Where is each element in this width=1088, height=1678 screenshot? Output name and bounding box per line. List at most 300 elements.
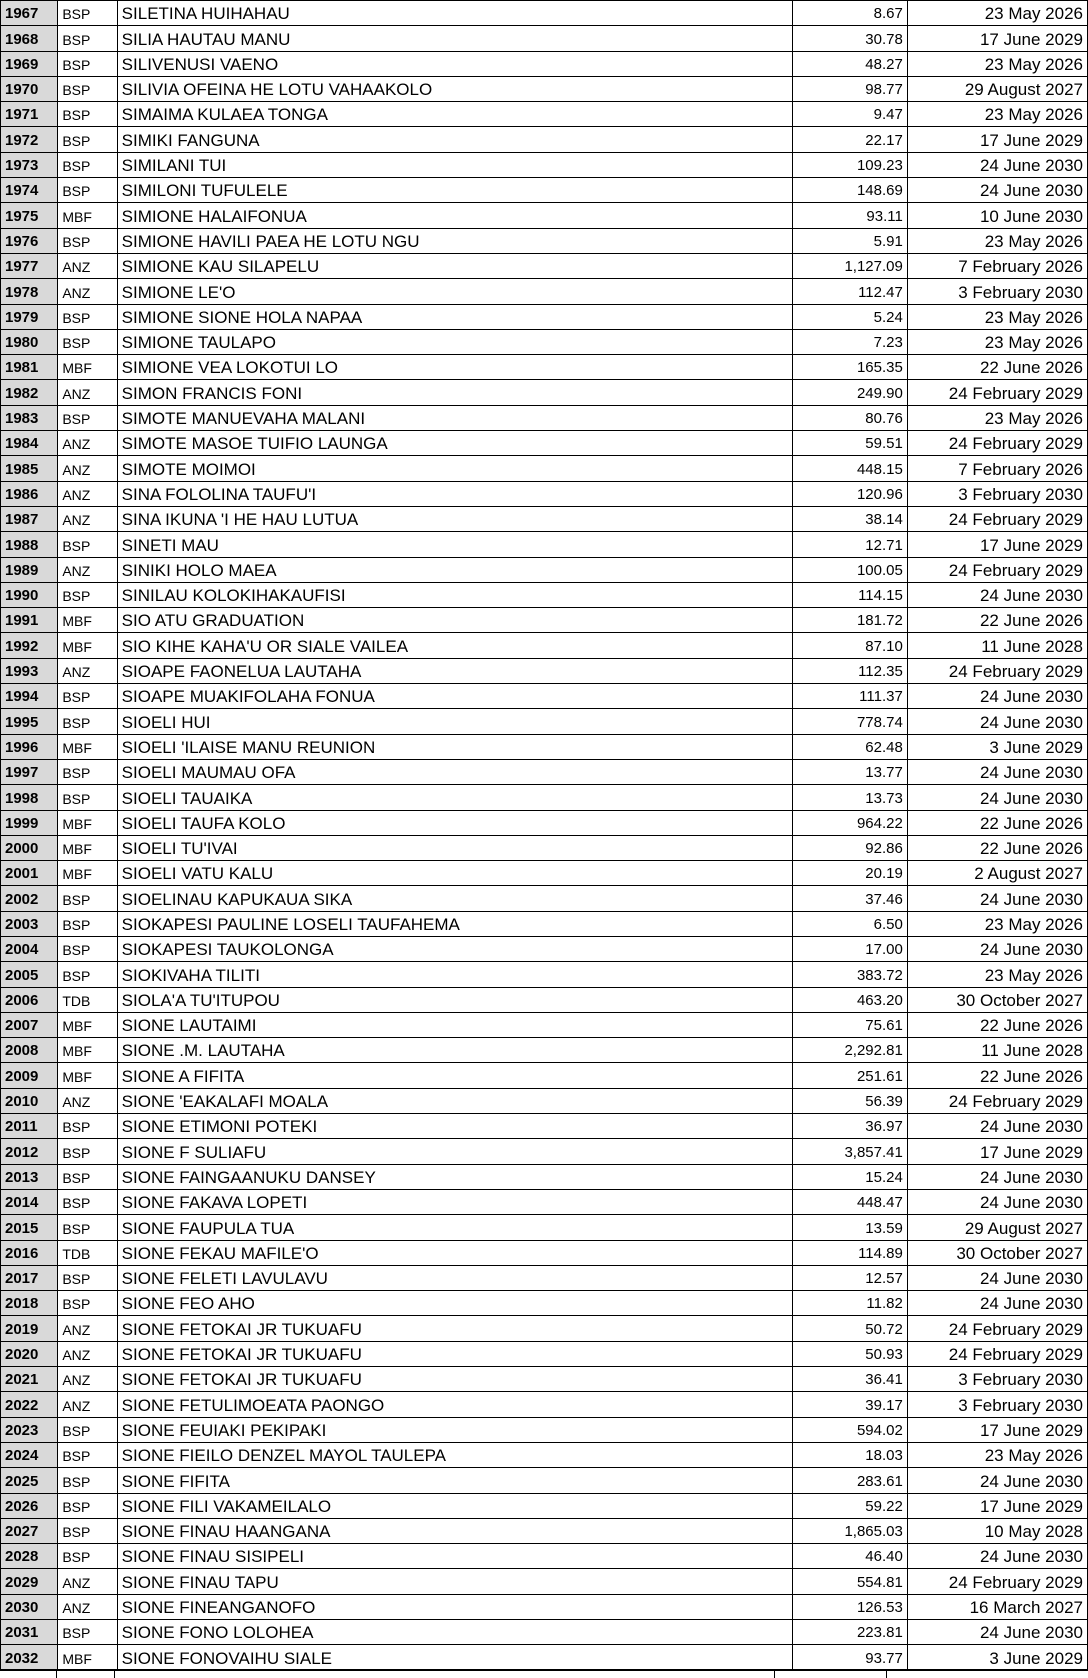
bank-code: BSP	[58, 785, 117, 810]
bank-code: BSP	[58, 152, 117, 177]
row-number: 1968	[1, 26, 58, 51]
amount: 98.77	[793, 76, 908, 101]
row-number: 1980	[1, 329, 58, 354]
bank-code: MBF	[58, 1012, 117, 1037]
table-row	[1, 1164, 1088, 1189]
row-number: 2018	[1, 1291, 58, 1316]
row-number: 1971	[1, 102, 58, 127]
row-number: 1979	[1, 304, 58, 329]
table-row	[1, 102, 1088, 127]
date: 3 February 2030	[907, 481, 1087, 506]
bank-code: ANZ	[58, 1341, 117, 1366]
table-row	[1, 456, 1088, 481]
amount: 13.73	[793, 785, 908, 810]
date: 23 May 2026	[907, 1, 1087, 26]
account-name: SIONE 'EAKALAFI MOALA	[117, 1088, 793, 1113]
date: 24 February 2029	[907, 557, 1087, 582]
account-name: SIMOTE MANUEVAHA MALANI	[117, 405, 793, 430]
amount: 126.53	[793, 1594, 908, 1619]
row-number: 2027	[1, 1518, 58, 1543]
row-number: 2002	[1, 886, 58, 911]
date: 17 June 2029	[907, 1417, 1087, 1442]
date: 24 June 2030	[907, 582, 1087, 607]
amount: 11.82	[793, 1291, 908, 1316]
amount: 36.97	[793, 1114, 908, 1139]
table-row	[1, 835, 1088, 860]
date: 24 June 2030	[907, 1164, 1087, 1189]
row-number: 2020	[1, 1341, 58, 1366]
amount: 181.72	[793, 608, 908, 633]
account-name: SIONE FETOKAI JR TUKUAFU	[117, 1316, 793, 1341]
date: 3 February 2030	[907, 1367, 1087, 1392]
bank-code: BSP	[58, 1114, 117, 1139]
account-name: SINA FOLOLINA TAUFU'I	[117, 481, 793, 506]
row-number: 1992	[1, 633, 58, 658]
amount: 80.76	[793, 405, 908, 430]
table-row	[1, 1139, 1088, 1164]
table-row	[1, 557, 1088, 582]
table-row	[1, 279, 1088, 304]
row-number: 2023	[1, 1417, 58, 1442]
table-row	[1, 810, 1088, 835]
table-row	[1, 1215, 1088, 1240]
date: 3 June 2029	[907, 734, 1087, 759]
bank-code: BSP	[58, 405, 117, 430]
table-row	[1, 911, 1088, 936]
row-number: 1974	[1, 178, 58, 203]
account-name: SIOKAPESI PAULINE LOSELI TAUFAHEMA	[117, 911, 793, 936]
table-row	[1, 633, 1088, 658]
date: 24 February 2029	[907, 380, 1087, 405]
date: 24 June 2030	[907, 1291, 1087, 1316]
bank-code: ANZ	[58, 279, 117, 304]
date: 24 June 2030	[907, 1468, 1087, 1493]
account-name: SIONE F SULIAFU	[117, 1139, 793, 1164]
table-row	[1, 1594, 1088, 1619]
account-name: SIMILANI TUI	[117, 152, 793, 177]
table-row	[1, 936, 1088, 961]
row-number: 1988	[1, 532, 58, 557]
amount: 2,292.81	[793, 1038, 908, 1063]
account-name: SIMAIMA KULAEA TONGA	[117, 102, 793, 127]
amount: 594.02	[793, 1417, 908, 1442]
row-number: 2007	[1, 1012, 58, 1037]
bank-code: MBF	[58, 861, 117, 886]
account-name: SIOELI TAUFA KOLO	[117, 810, 793, 835]
bank-code: BSP	[58, 582, 117, 607]
row-number: 2006	[1, 987, 58, 1012]
table-row	[1, 582, 1088, 607]
date: 24 June 2030	[907, 178, 1087, 203]
table-row	[1, 1417, 1088, 1442]
account-name: SIONE A FIFITA	[117, 1063, 793, 1088]
bank-code: MBF	[58, 633, 117, 658]
row-number: 2012	[1, 1139, 58, 1164]
date: 23 May 2026	[907, 962, 1087, 987]
bank-code: BSP	[58, 1164, 117, 1189]
bank-code: BSP	[58, 936, 117, 961]
date: 3 June 2029	[907, 1645, 1087, 1670]
amount: 50.72	[793, 1316, 908, 1341]
bank-code: MBF	[58, 1645, 117, 1670]
amount: 448.47	[793, 1189, 908, 1214]
date: 24 June 2030	[907, 1265, 1087, 1290]
date: 24 June 2030	[907, 1544, 1087, 1569]
amount: 20.19	[793, 861, 908, 886]
table-row	[1, 1645, 1088, 1670]
amount: 22.17	[793, 127, 908, 152]
table-row	[1, 506, 1088, 531]
table-row	[1, 1620, 1088, 1645]
amount: 148.69	[793, 178, 908, 203]
account-name: SIONE FILI VAKAMEILALO	[117, 1493, 793, 1518]
account-name: SIONE FINAU SISIPELI	[117, 1544, 793, 1569]
account-name: SIMIONE HAVILI PAEA HE LOTU NGU	[117, 228, 793, 253]
bank-code: BSP	[58, 1468, 117, 1493]
table-row	[1, 1468, 1088, 1493]
table-row	[1, 253, 1088, 278]
account-name: SIONE ETIMONI POTEKI	[117, 1114, 793, 1139]
amount: 112.35	[793, 658, 908, 683]
amount: 13.77	[793, 759, 908, 784]
date: 24 June 2030	[907, 936, 1087, 961]
account-name: SIONE FEUIAKI PEKIPAKI	[117, 1417, 793, 1442]
table-row	[1, 178, 1088, 203]
account-name: SIONE FETOKAI JR TUKUAFU	[117, 1341, 793, 1366]
account-name: SIMIONE KAU SILAPELU	[117, 253, 793, 278]
account-name: SIOAPE MUAKIFOLAHA FONUA	[117, 684, 793, 709]
date: 22 June 2026	[907, 355, 1087, 380]
bank-code: BSP	[58, 1417, 117, 1442]
date: 23 May 2026	[907, 405, 1087, 430]
amount: 12.57	[793, 1265, 908, 1290]
account-name: SIONE FETULIMOEATA PAONGO	[117, 1392, 793, 1417]
table-row	[1, 1012, 1088, 1037]
date: 30 October 2027	[907, 1240, 1087, 1265]
account-name: SIONE FINAU HAANGANA	[117, 1518, 793, 1543]
date: 24 February 2029	[907, 1569, 1087, 1594]
bank-code: MBF	[58, 835, 117, 860]
table-row	[1, 1114, 1088, 1139]
date: 24 June 2030	[907, 1114, 1087, 1139]
date: 24 February 2029	[907, 1341, 1087, 1366]
bank-code: BSP	[58, 1493, 117, 1518]
bank-code: MBF	[58, 1063, 117, 1088]
account-name: SIMIONE TAULAPO	[117, 329, 793, 354]
account-name: SIOELINAU KAPUKAUA SIKA	[117, 886, 793, 911]
row-number: 1993	[1, 658, 58, 683]
table-row	[1, 658, 1088, 683]
account-name: SIOELI HUI	[117, 709, 793, 734]
row-number: 1996	[1, 734, 58, 759]
account-name: SIMIONE LE'O	[117, 279, 793, 304]
table-row	[1, 228, 1088, 253]
row-number: 1998	[1, 785, 58, 810]
bank-code: ANZ	[58, 431, 117, 456]
account-name: SINA IKUNA 'I HE HAU LUTUA	[117, 506, 793, 531]
row-number: 2031	[1, 1620, 58, 1645]
bank-code: BSP	[58, 26, 117, 51]
table-row	[1, 1367, 1088, 1392]
date: 17 June 2029	[907, 1493, 1087, 1518]
bank-code: BSP	[58, 1189, 117, 1214]
bank-code: BSP	[58, 1442, 117, 1467]
records-table-body	[1, 1, 1088, 1671]
table-row	[1, 1, 1088, 26]
row-number: 2014	[1, 1189, 58, 1214]
account-name: SIOKIVAHA TILITI	[117, 962, 793, 987]
bank-code: BSP	[58, 1620, 117, 1645]
table-row	[1, 1493, 1088, 1518]
table-row	[1, 431, 1088, 456]
date: 22 June 2026	[907, 810, 1087, 835]
bank-code: BSP	[58, 1518, 117, 1543]
amount: 36.41	[793, 1367, 908, 1392]
bank-code: BSP	[58, 304, 117, 329]
row-number: 1987	[1, 506, 58, 531]
table-row	[1, 1063, 1088, 1088]
amount: 5.91	[793, 228, 908, 253]
amount: 13.59	[793, 1215, 908, 1240]
amount: 87.10	[793, 633, 908, 658]
amount: 1,127.09	[793, 253, 908, 278]
date: 24 June 2030	[907, 1620, 1087, 1645]
date: 24 February 2029	[907, 506, 1087, 531]
amount: 30.78	[793, 26, 908, 51]
amount: 100.05	[793, 557, 908, 582]
table-row	[1, 1316, 1088, 1341]
date: 22 June 2026	[907, 835, 1087, 860]
account-name: SIMIKI FANGUNA	[117, 127, 793, 152]
row-number: 1989	[1, 557, 58, 582]
account-name: SIO ATU GRADUATION	[117, 608, 793, 633]
bank-code: BSP	[58, 709, 117, 734]
date: 17 June 2029	[907, 532, 1087, 557]
amount: 249.90	[793, 380, 908, 405]
date: 29 August 2027	[907, 1215, 1087, 1240]
bank-code: ANZ	[58, 253, 117, 278]
bank-code: BSP	[58, 1, 117, 26]
account-name: SIOKAPESI TAUKOLONGA	[117, 936, 793, 961]
table-row	[1, 1518, 1088, 1543]
date: 3 February 2030	[907, 279, 1087, 304]
table-row	[1, 152, 1088, 177]
table-row	[1, 203, 1088, 228]
table-row	[1, 785, 1088, 810]
row-number: 1978	[1, 279, 58, 304]
bank-code: MBF	[58, 608, 117, 633]
bank-code: ANZ	[58, 1569, 117, 1594]
date: 16 March 2027	[907, 1594, 1087, 1619]
amount: 112.47	[793, 279, 908, 304]
bank-code: MBF	[58, 734, 117, 759]
bank-code: BSP	[58, 684, 117, 709]
row-number: 1977	[1, 253, 58, 278]
account-name: SIONE FAUPULA TUA	[117, 1215, 793, 1240]
row-number: 2029	[1, 1569, 58, 1594]
bank-code: ANZ	[58, 380, 117, 405]
table-row	[1, 734, 1088, 759]
date: 24 February 2029	[907, 431, 1087, 456]
table-row	[1, 481, 1088, 506]
account-name: SINETI MAU	[117, 532, 793, 557]
row-number: 1972	[1, 127, 58, 152]
date: 17 June 2029	[907, 127, 1087, 152]
bank-code: ANZ	[58, 1594, 117, 1619]
date: 23 May 2026	[907, 51, 1087, 76]
bank-code: BSP	[58, 178, 117, 203]
amount: 448.15	[793, 456, 908, 481]
amount: 46.40	[793, 1544, 908, 1569]
row-number: 2032	[1, 1645, 58, 1670]
account-name: SIMILONI TUFULELE	[117, 178, 793, 203]
table-row	[1, 1038, 1088, 1063]
amount: 223.81	[793, 1620, 908, 1645]
account-name: SIONE FINEANGANOFO	[117, 1594, 793, 1619]
amount: 114.89	[793, 1240, 908, 1265]
bank-code: BSP	[58, 886, 117, 911]
date: 29 August 2027	[907, 76, 1087, 101]
account-name: SINIKI HOLO MAEA	[117, 557, 793, 582]
row-number: 1973	[1, 152, 58, 177]
date: 11 June 2028	[907, 1038, 1087, 1063]
table-row	[1, 759, 1088, 784]
account-name: SIONE FETOKAI JR TUKUAFU	[117, 1367, 793, 1392]
table-row	[1, 886, 1088, 911]
date: 23 May 2026	[907, 304, 1087, 329]
bank-code: TDB	[58, 1240, 117, 1265]
date: 22 June 2026	[907, 1012, 1087, 1037]
amount: 554.81	[793, 1569, 908, 1594]
row-number: 2008	[1, 1038, 58, 1063]
row-number: 1982	[1, 380, 58, 405]
bank-code: BSP	[58, 102, 117, 127]
table-row	[1, 355, 1088, 380]
account-name: SIOELI MAUMAU OFA	[117, 759, 793, 784]
table-row	[1, 26, 1088, 51]
row-number: 2001	[1, 861, 58, 886]
account-name: SILIVIA OFEINA HE LOTU VAHAAKOLO	[117, 76, 793, 101]
row-number: 2030	[1, 1594, 58, 1619]
table-row	[1, 861, 1088, 886]
bank-code: BSP	[58, 962, 117, 987]
amount: 111.37	[793, 684, 908, 709]
amount: 1,865.03	[793, 1518, 908, 1543]
account-name: SIONE FEO AHO	[117, 1291, 793, 1316]
row-number: 1985	[1, 456, 58, 481]
row-number: 2019	[1, 1316, 58, 1341]
amount: 59.51	[793, 431, 908, 456]
row-number: 1999	[1, 810, 58, 835]
account-name: SIOLA'A TU'ITUPOU	[117, 987, 793, 1012]
row-number: 1970	[1, 76, 58, 101]
amount: 165.35	[793, 355, 908, 380]
date: 24 June 2030	[907, 886, 1087, 911]
amount: 50.93	[793, 1341, 908, 1366]
account-name: SIONE FINAU TAPU	[117, 1569, 793, 1594]
date: 24 February 2029	[907, 1088, 1087, 1113]
bank-code: MBF	[58, 203, 117, 228]
bank-code: BSP	[58, 51, 117, 76]
amount: 109.23	[793, 152, 908, 177]
account-name: SIONE FAKAVA LOPETI	[117, 1189, 793, 1214]
amount: 7.23	[793, 329, 908, 354]
account-name: SIMIONE VEA LOKOTUI LO	[117, 355, 793, 380]
amount: 9.47	[793, 102, 908, 127]
account-name: SIO KIHE KAHA'U OR SIALE VAILEA	[117, 633, 793, 658]
account-name: SIMIONE HALAIFONUA	[117, 203, 793, 228]
amount: 37.46	[793, 886, 908, 911]
date: 24 February 2029	[907, 1316, 1087, 1341]
row-number: 2016	[1, 1240, 58, 1265]
account-name: SIMON FRANCIS FONI	[117, 380, 793, 405]
bank-code: BSP	[58, 1215, 117, 1240]
row-number: 1991	[1, 608, 58, 633]
amount: 62.48	[793, 734, 908, 759]
bank-code: ANZ	[58, 1367, 117, 1392]
date: 7 February 2026	[907, 253, 1087, 278]
table-row	[1, 709, 1088, 734]
date: 2 August 2027	[907, 861, 1087, 886]
amount: 56.39	[793, 1088, 908, 1113]
row-number: 2021	[1, 1367, 58, 1392]
bank-code: ANZ	[58, 1088, 117, 1113]
row-number: 2005	[1, 962, 58, 987]
row-number: 2010	[1, 1088, 58, 1113]
table-row	[1, 1442, 1088, 1467]
date: 17 June 2029	[907, 26, 1087, 51]
account-name: SIONE FIFITA	[117, 1468, 793, 1493]
date: 22 June 2026	[907, 1063, 1087, 1088]
account-name: SIMOTE MOIMOI	[117, 456, 793, 481]
row-number: 2028	[1, 1544, 58, 1569]
amount: 778.74	[793, 709, 908, 734]
row-number: 1967	[1, 1, 58, 26]
date: 24 June 2030	[907, 1189, 1087, 1214]
amount: 8.67	[793, 1, 908, 26]
account-name: SIOELI 'ILAISE MANU REUNION	[117, 734, 793, 759]
amount: 18.03	[793, 1442, 908, 1467]
row-number: 2013	[1, 1164, 58, 1189]
row-number: 1975	[1, 203, 58, 228]
amount: 463.20	[793, 987, 908, 1012]
amount: 283.61	[793, 1468, 908, 1493]
account-name: SIOELI VATU KALU	[117, 861, 793, 886]
row-number: 2017	[1, 1265, 58, 1290]
account-name: SIONE .M. LAUTAHA	[117, 1038, 793, 1063]
row-number: 1976	[1, 228, 58, 253]
amount: 93.11	[793, 203, 908, 228]
table-row	[1, 1189, 1088, 1214]
bank-code: ANZ	[58, 658, 117, 683]
amount: 38.14	[793, 506, 908, 531]
account-name: SIOELI TU'IVAI	[117, 835, 793, 860]
table-row	[1, 1544, 1088, 1569]
date: 17 June 2029	[907, 1139, 1087, 1164]
row-number: 2009	[1, 1063, 58, 1088]
table-row	[1, 1265, 1088, 1290]
amount: 12.71	[793, 532, 908, 557]
date: 24 February 2029	[907, 658, 1087, 683]
date: 23 May 2026	[907, 228, 1087, 253]
account-name: SILETINA HUIHAHAU	[117, 1, 793, 26]
table-row	[1, 532, 1088, 557]
table-row	[1, 1291, 1088, 1316]
table-row	[1, 1341, 1088, 1366]
bank-code: ANZ	[58, 481, 117, 506]
row-number: 1997	[1, 759, 58, 784]
date: 24 June 2030	[907, 684, 1087, 709]
